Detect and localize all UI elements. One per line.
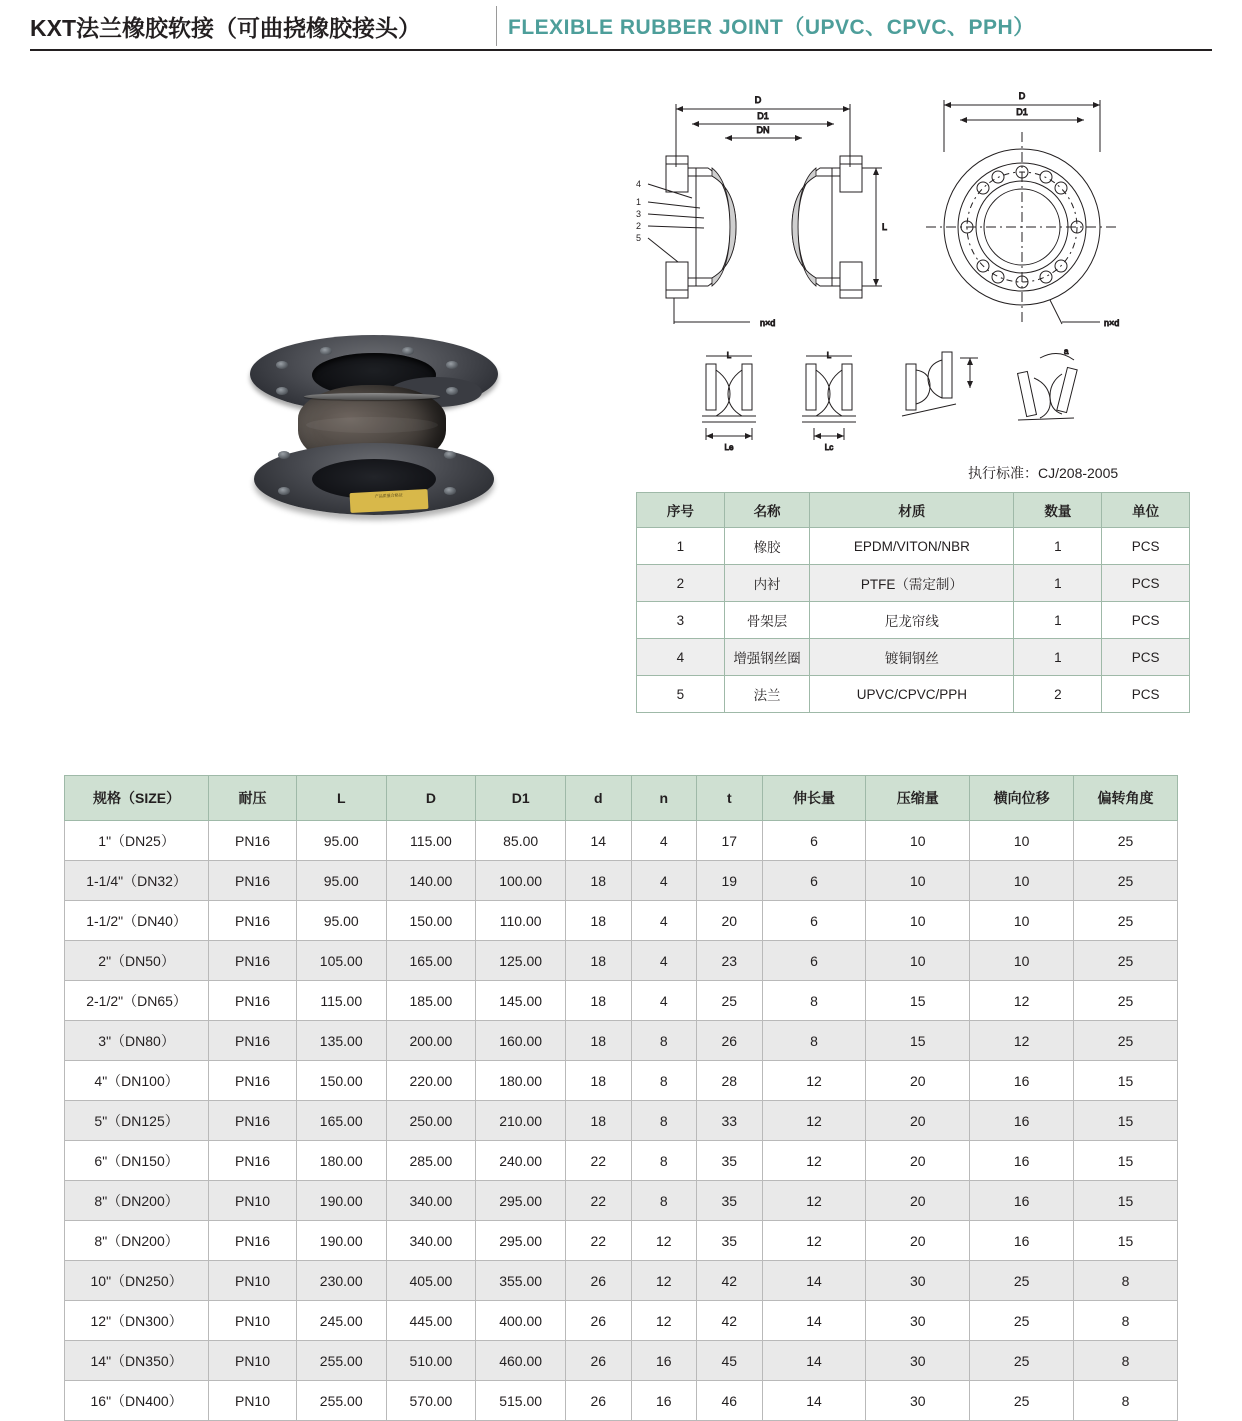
spec-cell: 165.00 [386,941,476,981]
spec-cell: 22 [566,1221,632,1261]
table-row [65,1261,1178,1301]
spec-cell: 8 [1074,1381,1178,1421]
spec-cell: 25 [1074,1021,1178,1061]
spec-cell: 25 [697,981,763,1021]
spec-col-lateral: 横向位移 [970,776,1074,821]
spec-cell: 12 [970,981,1074,1021]
spec-cell: 18 [566,1101,632,1141]
spec-table-header-row [65,776,1178,821]
spec-cell: 1-1/4"（DN32） [65,861,209,901]
spec-cell: 405.00 [386,1261,476,1301]
spec-cell: 8 [762,981,866,1021]
spec-cell: 5"（DN125） [65,1101,209,1141]
spec-col-d: D [386,776,476,821]
spec-cell: 16"（DN400） [65,1381,209,1421]
spec-cell: 85.00 [476,821,566,861]
spec-cell: 95.00 [296,821,386,861]
table-row [65,941,1178,981]
parts-col-material: 材质 [810,493,1014,528]
spec-cell: 4"（DN100） [65,1061,209,1101]
table-row [637,676,1190,713]
spec-cell: 10 [970,861,1074,901]
svg-text:D: D [754,95,762,105]
parts-col-qty: 数量 [1014,493,1102,528]
spec-cell: 18 [566,861,632,901]
spec-cell: 6 [762,901,866,941]
table-row [65,821,1178,861]
spec-cell: 8 [762,1021,866,1061]
spec-cell: 30 [866,1381,970,1421]
header-rule [30,49,1212,51]
parts-table [636,492,1190,713]
parts-cell: 增强钢丝圈 [724,639,810,676]
parts-cell: PTFE（需定制） [810,565,1014,602]
parts-cell: 2 [637,565,725,602]
spec-cell: 20 [866,1221,970,1261]
spec-cell: 10 [866,941,970,981]
spec-col-t: t [697,776,763,821]
spec-cell: 20 [866,1061,970,1101]
spec-cell: 30 [866,1261,970,1301]
spec-cell: PN10 [209,1181,297,1221]
spec-cell: PN16 [209,1021,297,1061]
svg-text:D: D [1018,91,1026,101]
page-header [0,0,1242,52]
spec-cell: 30 [866,1301,970,1341]
spec-col-d-hole: d [566,776,632,821]
spec-cell: 160.00 [476,1021,566,1061]
spec-cell: 25 [1074,901,1178,941]
spec-cell: PN10 [209,1261,297,1301]
spec-cell: 4 [631,941,697,981]
spec-cell: 250.00 [386,1101,476,1141]
spec-cell: 26 [697,1021,763,1061]
spec-cell: 18 [566,1021,632,1061]
spec-cell: 6 [762,861,866,901]
spec-cell: 165.00 [296,1101,386,1141]
spec-cell: 4 [631,901,697,941]
flange-bolt-hole [278,451,290,459]
spec-cell: 2"（DN50） [65,941,209,981]
spec-cell: 570.00 [386,1381,476,1421]
spec-cell: 22 [566,1141,632,1181]
spec-cell: 145.00 [476,981,566,1021]
spec-cell: 355.00 [476,1261,566,1301]
spec-cell: 45 [697,1341,763,1381]
spec-cell: 14 [566,821,632,861]
spec-cell: 8 [631,1141,697,1181]
spec-cell: 8 [631,1021,697,1061]
spec-cell: 105.00 [296,941,386,981]
spec-cell: 16 [631,1381,697,1421]
spec-cell: 8 [631,1061,697,1101]
table-row [637,528,1190,565]
spec-cell: PN10 [209,1381,297,1421]
table-row [65,1101,1178,1141]
parts-cell: PCS [1102,565,1190,602]
table-row [637,602,1190,639]
spec-cell: 340.00 [386,1181,476,1221]
parts-cell: EPDM/VITON/NBR [810,528,1014,565]
spec-cell: 115.00 [296,981,386,1021]
spec-cell: 15 [1074,1141,1178,1181]
spec-cell: 16 [631,1341,697,1381]
spec-cell: 3"（DN80） [65,1021,209,1061]
spec-cell: 14 [762,1341,866,1381]
svg-text:2: 2 [636,221,642,231]
spec-cell: PN10 [209,1301,297,1341]
svg-text:L: L [826,351,832,360]
spec-cell: 15 [866,981,970,1021]
parts-col-no: 序号 [637,493,725,528]
spec-cell: 10 [866,821,970,861]
svg-text:D1: D1 [1016,107,1028,117]
svg-text:Lc: Lc [824,443,834,452]
spec-cell: 16 [970,1221,1074,1261]
spec-cell: 30 [866,1341,970,1381]
spec-cell: 25 [970,1261,1074,1301]
page-title-en: FLEXIBLE RUBBER JOINT（UPVC、CPVC、PPH） [508,16,1035,39]
table-row [65,1381,1178,1421]
spec-cell: 14"（DN350） [65,1341,209,1381]
spec-cell: 340.00 [386,1221,476,1261]
spec-cell: 8 [631,1181,697,1221]
spec-cell: 180.00 [476,1061,566,1101]
spec-cell: 15 [1074,1221,1178,1261]
spec-cell: 2-1/2"（DN65） [65,981,209,1021]
spec-cell: 18 [566,981,632,1021]
reinforcement-ring [304,393,440,400]
spec-cell: 26 [566,1301,632,1341]
spec-cell: 10 [970,901,1074,941]
spec-cell: 22 [566,1181,632,1221]
spec-cell: 25 [970,1381,1074,1421]
flange-bolt-hole [402,347,414,355]
title-divider [496,6,497,46]
spec-cell: 115.00 [386,821,476,861]
spec-cell: 15 [1074,1181,1178,1221]
parts-cell: 1 [637,528,725,565]
spec-col-l: L [296,776,386,821]
spec-cell: 16 [970,1101,1074,1141]
parts-cell: 镀铜钢丝 [810,639,1014,676]
flange-bolt-hole [276,387,288,395]
svg-text:a: a [1064,347,1069,356]
spec-cell: 12"（DN300） [65,1301,209,1341]
spec-cell: 295.00 [476,1181,566,1221]
spec-col-n: n [631,776,697,821]
parts-cell: 1 [1014,565,1102,602]
spec-cell: 12 [631,1221,697,1261]
spec-cell: 12 [970,1021,1074,1061]
spec-cell: 240.00 [476,1141,566,1181]
parts-cell: 5 [637,676,725,713]
spec-cell: 200.00 [386,1021,476,1061]
table-row [65,1141,1178,1181]
parts-col-unit: 单位 [1102,493,1190,528]
parts-cell: 1 [1014,602,1102,639]
parts-cell: PCS [1102,639,1190,676]
spec-cell: 35 [697,1141,763,1181]
spec-cell: 42 [697,1301,763,1341]
spec-cell: 6"（DN150） [65,1141,209,1181]
spec-cell: 220.00 [386,1061,476,1101]
spec-cell: 15 [1074,1061,1178,1101]
table-row [65,981,1178,1021]
svg-text:3: 3 [636,209,642,219]
spec-cell: 4 [631,981,697,1021]
spec-cell: 16 [970,1061,1074,1101]
spec-cell: 25 [1074,941,1178,981]
table-row [65,1061,1178,1101]
spec-cell: 460.00 [476,1341,566,1381]
spec-cell: 46 [697,1381,763,1421]
spec-cell: 8"（DN200） [65,1221,209,1261]
flange-bolt-hole [444,451,456,459]
spec-cell: 245.00 [296,1301,386,1341]
svg-text:L: L [882,222,888,232]
spec-cell: PN16 [209,1101,297,1141]
svg-text:Le: Le [724,443,734,452]
flange-bolt-hole [446,387,458,395]
spec-col-extension: 伸长量 [762,776,866,821]
svg-text:DN: DN [756,125,770,135]
parts-cell: 1 [1014,528,1102,565]
spec-col-size: 规格（SIZE） [65,776,209,821]
spec-cell: 25 [1074,821,1178,861]
table-row [65,901,1178,941]
svg-text:1: 1 [636,197,642,207]
spec-cell: 12 [762,1181,866,1221]
spec-cell: 18 [566,1061,632,1101]
parts-table-header-row [637,493,1190,528]
svg-text:4: 4 [636,179,642,189]
parts-cell: UPVC/CPVC/PPH [810,676,1014,713]
spec-cell: 180.00 [296,1141,386,1181]
spec-cell: 16 [970,1181,1074,1221]
spec-cell: 95.00 [296,901,386,941]
spec-cell: 20 [866,1181,970,1221]
svg-text:n×d: n×d [1104,318,1120,328]
spec-cell: 150.00 [296,1061,386,1101]
spec-cell: 16 [970,1141,1074,1181]
spec-cell: 8 [1074,1341,1178,1381]
parts-cell: PCS [1102,602,1190,639]
specification-table [64,775,1178,1421]
spec-cell: 14 [762,1261,866,1301]
spec-cell: 25 [970,1301,1074,1341]
spec-cell: PN16 [209,901,297,941]
parts-cell: 内衬 [724,565,810,602]
parts-cell: 尼龙帘线 [810,602,1014,639]
parts-col-name: 名称 [724,493,810,528]
technical-drawing [630,72,1190,452]
flange-bolt-hole [444,487,456,495]
spec-cell: 295.00 [476,1221,566,1261]
spec-cell: 20 [697,901,763,941]
spec-cell: 6 [762,821,866,861]
parts-cell: PCS [1102,676,1190,713]
spec-cell: 19 [697,861,763,901]
table-row [65,1221,1178,1261]
spec-cell: 10 [866,861,970,901]
spec-cell: 10 [970,941,1074,981]
spec-cell: 190.00 [296,1181,386,1221]
table-row [65,1301,1178,1341]
spec-col-pressure: 耐压 [209,776,297,821]
technical-drawing-svg [630,72,1190,452]
spec-cell: 140.00 [386,861,476,901]
spec-cell: 33 [697,1101,763,1141]
spec-cell: PN16 [209,1221,297,1261]
spec-cell: 185.00 [386,981,476,1021]
spec-cell: 190.00 [296,1221,386,1261]
parts-cell: 2 [1014,676,1102,713]
spec-cell: PN16 [209,981,297,1021]
spec-cell: 35 [697,1181,763,1221]
spec-cell: PN16 [209,941,297,981]
flange-bolt-hole [276,361,288,369]
spec-cell: 1"（DN25） [65,821,209,861]
spec-cell: PN16 [209,1141,297,1181]
product-photo [232,325,512,530]
table-row [65,1341,1178,1381]
spec-cell: 95.00 [296,861,386,901]
spec-cell: 26 [566,1341,632,1381]
spec-cell: 210.00 [476,1101,566,1141]
spec-cell: 8"（DN200） [65,1181,209,1221]
spec-cell: PN10 [209,1341,297,1381]
spec-cell: 20 [866,1141,970,1181]
table-row [637,639,1190,676]
spec-cell: 17 [697,821,763,861]
spec-cell: 150.00 [386,901,476,941]
table-row [65,861,1178,901]
spec-cell: 110.00 [476,901,566,941]
spec-cell: 25 [1074,861,1178,901]
spec-cell: 230.00 [296,1261,386,1301]
spec-cell: 25 [970,1341,1074,1381]
spec-cell: 28 [697,1061,763,1101]
spec-cell: 42 [697,1261,763,1301]
spec-cell: 26 [566,1261,632,1301]
spec-cell: 4 [631,821,697,861]
spec-cell: 15 [866,1021,970,1061]
spec-cell: 100.00 [476,861,566,901]
parts-cell: 橡胶 [724,528,810,565]
flange-bolt-hole [320,347,332,355]
spec-cell: 10 [866,901,970,941]
spec-cell: 20 [866,1101,970,1141]
svg-text:L: L [726,351,732,360]
parts-cell: 1 [1014,639,1102,676]
spec-cell: 515.00 [476,1381,566,1421]
spec-cell: 12 [762,1101,866,1141]
spec-cell: 135.00 [296,1021,386,1061]
spec-cell: 445.00 [386,1301,476,1341]
spec-cell: 255.00 [296,1381,386,1421]
spec-cell: 18 [566,941,632,981]
spec-cell: 1-1/2"（DN40） [65,901,209,941]
spec-cell: 255.00 [296,1341,386,1381]
svg-text:D1: D1 [757,111,769,121]
svg-text:5: 5 [636,233,642,243]
spec-cell: 25 [1074,981,1178,1021]
parts-cell: 骨架层 [724,602,810,639]
spec-cell: 12 [762,1221,866,1261]
spec-cell: 8 [631,1101,697,1141]
spec-cell: 10"（DN250） [65,1261,209,1301]
table-row [637,565,1190,602]
spec-cell: 400.00 [476,1301,566,1341]
spec-cell: 26 [566,1381,632,1421]
spec-cell: 12 [631,1301,697,1341]
quality-sticker: 产品质量合格证 [350,489,429,513]
spec-cell: 4 [631,861,697,901]
spec-cell: 8 [1074,1261,1178,1301]
spec-cell: 12 [762,1061,866,1101]
spec-col-angular: 偏转角度 [1074,776,1178,821]
spec-cell: PN16 [209,861,297,901]
spec-cell: 12 [631,1261,697,1301]
spec-cell: 35 [697,1221,763,1261]
parts-cell: PCS [1102,528,1190,565]
spec-col-d1: D1 [476,776,566,821]
spec-cell: 12 [762,1141,866,1181]
page-title-cn: KXT法兰橡胶软接（可曲挠橡胶接头） [30,15,421,41]
spec-cell: PN16 [209,821,297,861]
spec-cell: PN16 [209,1061,297,1101]
parts-cell: 法兰 [724,676,810,713]
table-row [65,1021,1178,1061]
table-row [65,1181,1178,1221]
standard-note: 执行标准：CJ/208-2005 [968,465,1119,481]
spec-cell: 285.00 [386,1141,476,1181]
flange-bolt-hole [278,487,290,495]
spec-cell: 6 [762,941,866,981]
flange-bolt-hole [446,361,458,369]
spec-cell: 14 [762,1381,866,1421]
spec-cell: 15 [1074,1101,1178,1141]
parts-cell: 3 [637,602,725,639]
spec-col-compression: 压缩量 [866,776,970,821]
spec-cell: 125.00 [476,941,566,981]
spec-cell: 18 [566,901,632,941]
spec-cell: 23 [697,941,763,981]
parts-cell: 4 [637,639,725,676]
spec-cell: 14 [762,1301,866,1341]
spec-cell: 8 [1074,1301,1178,1341]
svg-text:n×d: n×d [760,318,776,328]
spec-cell: 510.00 [386,1341,476,1381]
spec-cell: 10 [970,821,1074,861]
